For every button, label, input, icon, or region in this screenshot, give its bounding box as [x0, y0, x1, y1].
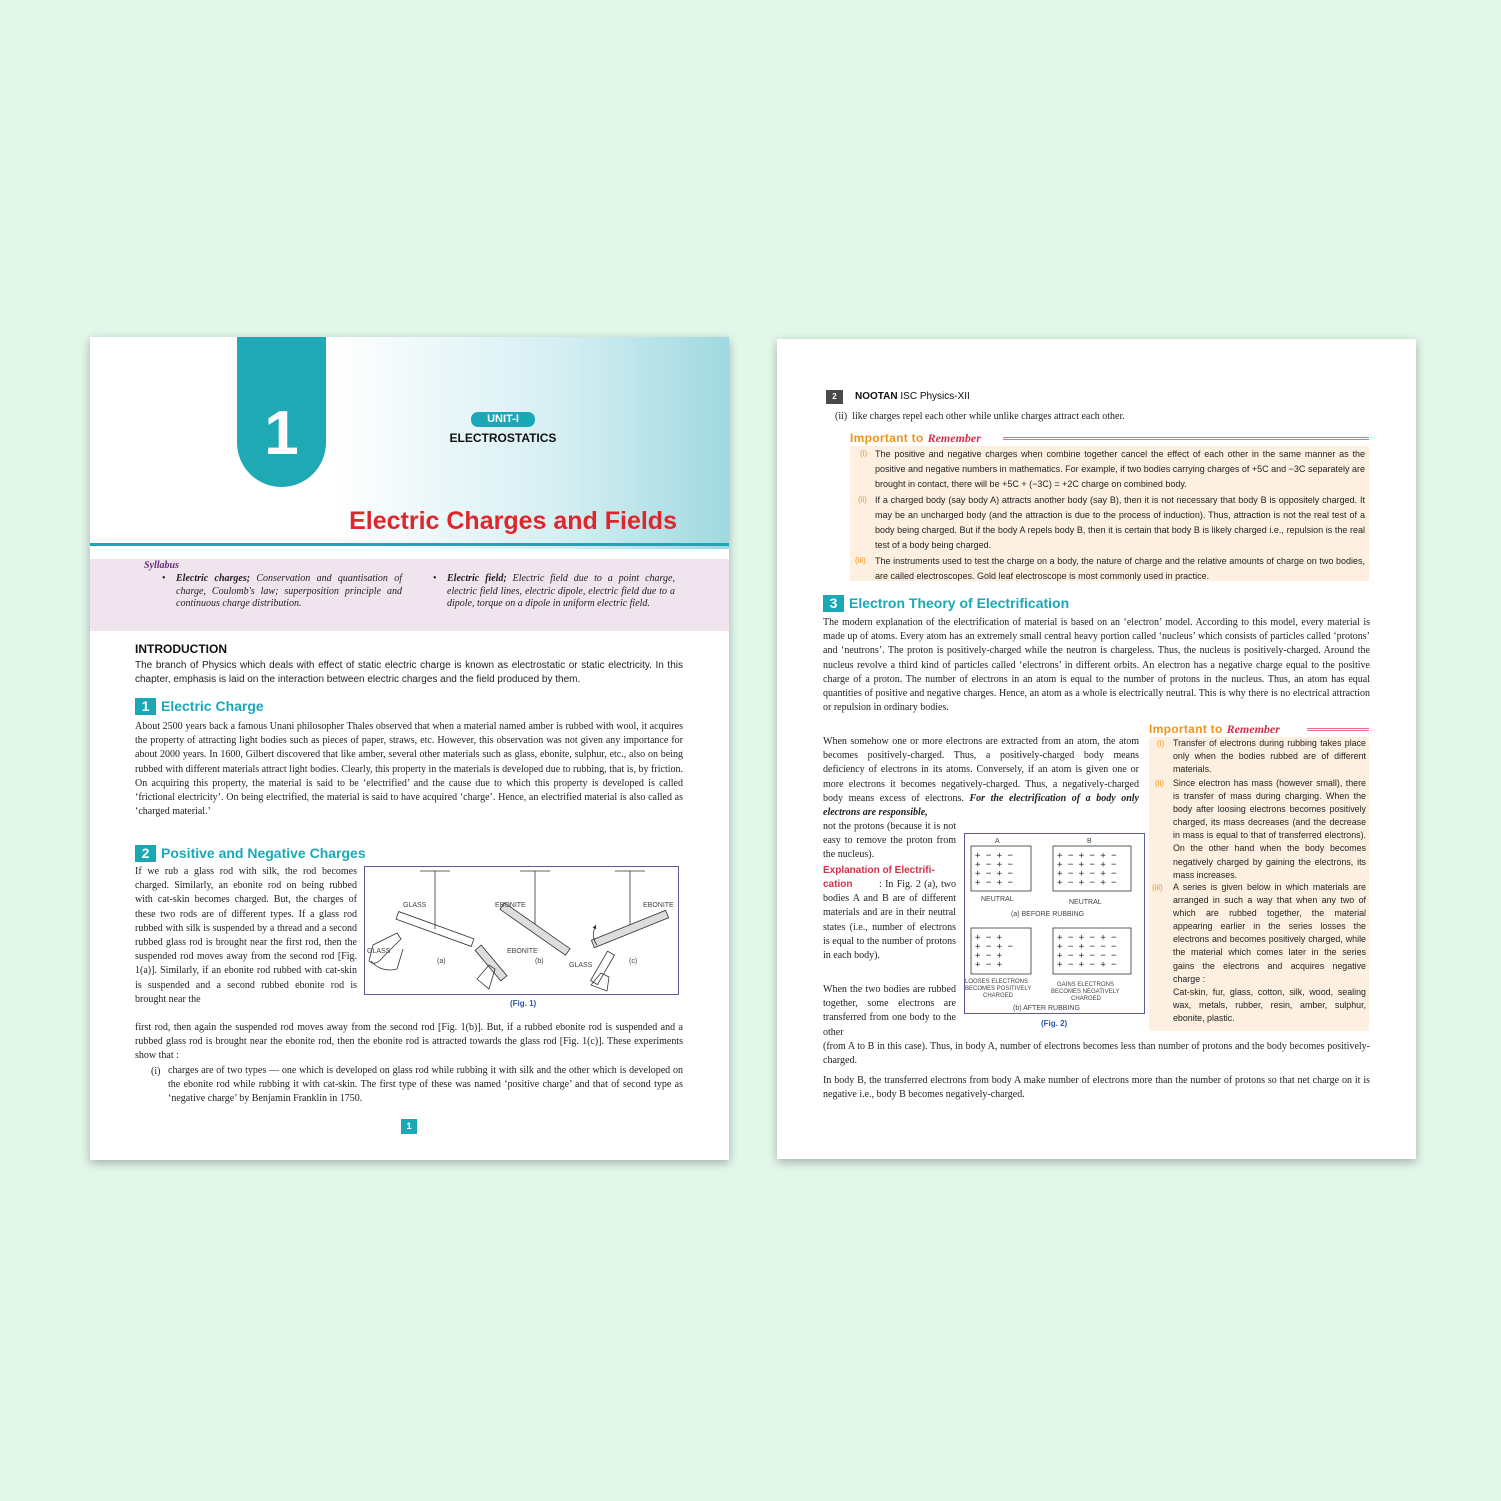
section-2-heading	[135, 845, 366, 862]
chapter-title: Electric Charges and Fields	[349, 507, 677, 535]
svg-text:+ − + − + −: + − + − + −	[1057, 933, 1117, 943]
fig1-label-b: (b)	[535, 958, 544, 965]
remember2-num-1: (i)	[1157, 739, 1165, 748]
figure-1-drawing	[365, 867, 680, 996]
fig1-label-c: (c)	[629, 958, 638, 965]
list-item-number: (i)	[151, 1066, 161, 1077]
section-3-paragraph-mid	[823, 735, 1139, 820]
figure-1	[364, 866, 679, 995]
syllabus-term-b: Electric field;	[447, 573, 507, 584]
svg-text:+ − +: + − +	[975, 951, 1003, 961]
syllabus-term-a: Electric charges;	[176, 573, 251, 584]
section-3-mid-text: When somehow one or more electrons are extracted from an atom, the atom becomes positively-charged. Thus, a positively-charged body means deficiency of electrons in its atoms. Conversely, if an atom is given one or more electrons it becomes negatively-charged. Thus, a negatively-charged body means excess of electrons.	[823, 736, 1139, 804]
svg-text:+ − +: + − +	[975, 933, 1003, 943]
running-subtitle: ISC Physics-XII	[897, 391, 970, 402]
fig2-becomes-neg: BECOMES NEGATIVELY	[1051, 989, 1120, 995]
remember2-text-4: Cat-skin, fur, glass, cotton, silk, wood, sealing wax, metals, rubber, resin, amber, sulphur, ebonite, plastic.	[1173, 987, 1366, 1024]
svg-text:+ − + −: + − + −	[975, 878, 1013, 888]
fig1-label-glass: GLASS	[403, 902, 427, 909]
remember2-num-3: (iii)	[1152, 883, 1163, 892]
intro-heading: INTRODUCTION	[135, 642, 227, 656]
syllabus-heading: Syllabus	[144, 560, 180, 571]
fig1-label-glass-hand: GLASS	[367, 948, 391, 955]
fig1-label-glass-c: GLASS	[569, 962, 593, 969]
section-3-mid-bold: For the electrification of a body only electrons are responsible,	[823, 792, 1139, 819]
svg-text:+ − + −: + − + −	[975, 942, 1013, 952]
svg-text:+ − + − + −: + − + − + −	[1057, 851, 1117, 861]
explanation-heading: Explanation of Electrifi- cation	[823, 865, 935, 891]
remember2-text-3: A series is given below in which materials are arranged in such a way that when any two of which are rubbed together, the material appearing earlier in the series losses the electrons and becomes positively charged, while the material which comes later in the series gains the electrons and acquires negative charge :	[1173, 882, 1366, 984]
fig2-charged-a: CHARGED	[983, 993, 1014, 999]
fig2-charged-b: CHARGED	[1071, 996, 1102, 1002]
remember-label-a: Important to	[850, 431, 924, 445]
fig1-label-ebonite-hand: EBONITE	[507, 948, 538, 955]
rubbed-paragraph: When the two bodies are rubbed together, some electrons are transferred from one body to the other	[823, 984, 956, 1038]
remember-rule-1	[1003, 437, 1369, 440]
remember2-num-2: (ii)	[1155, 779, 1164, 788]
remember1-text-2: If a charged body (say body A) attracts another body (say B), then it is not necessary that body B is oppositely charged. It may be an uncharged body (and the attraction is due to the process of induction). Thus, attraction is not the real test of a body being charged. But if the body A repels body B, then it is certain that body B is likely charged i.e., repulsion is the real test of a body being charged.	[875, 495, 1365, 550]
bullet-icon: •	[162, 573, 166, 584]
remember2-text-2: Since electron has mass (however small), there is transfer of mass during charging. When the body after loosing electrons becomes positively charged, its mass decreases (and the decrease in mass is equal to that of transferred electrons). On the other hand when the body becomes negatively charged by gaining the electrons, its mass increases.	[1173, 778, 1366, 880]
header-rule	[90, 543, 729, 546]
svg-text:+ − + − + −: + − + − + −	[1057, 860, 1117, 870]
remember-label-a-2: Important to	[1149, 722, 1223, 736]
fig1-label-ebonite: EBONITE	[495, 902, 526, 909]
svg-text:+ − + − + −: + − + − + −	[1057, 878, 1117, 888]
bullet-icon: •	[433, 573, 437, 584]
remember1-text-1: The positive and negative charges when combine together cancel the effect of each other in the same manner as the positive and negative numbers in mathematics. For example, if two bodies carrying charges of +5C and −3C separately are brought in contact, there will be +5C + (−3C) = +2C charge on combined body.	[875, 449, 1365, 489]
section-3-paragraph-narrow: not the protons (because it is not easy to remove the proton from the nucleus).	[823, 821, 956, 861]
svg-text:+ − + − + −: + − + − + −	[1057, 960, 1117, 970]
section-3-title: Electron Theory of Electrification	[849, 595, 1070, 611]
list-item-ii-text: like charges repel each other while unlike charges attract each other.	[852, 411, 1125, 422]
explanation-paragraph: : In Fig. 2 (a), two bodies A and B are of different materials and are in their neutral states (i.e., number of electrons is equal to the number of protons in each body).	[823, 879, 956, 962]
section-2-title: Positive and Negative Charges	[161, 845, 366, 861]
chapter-number: 1	[264, 399, 299, 468]
remember1-num-3: (iii)	[855, 556, 866, 565]
remember-rule-2	[1307, 728, 1369, 731]
syllabus-col-b	[447, 573, 675, 611]
fig2-label-b: B	[1087, 838, 1092, 845]
syllabus-box	[90, 559, 729, 631]
syllabus-text-a: Conservation and quantisation of charge, Coulomb's law; superposition principle and continuous charge distribution.	[176, 573, 402, 609]
remember2-text-1: Transfer of electrons during rubbing takes place only when the bodies rubbed are of different materials.	[1173, 738, 1366, 775]
remember-label-b: Remember	[927, 431, 981, 445]
section-1-paragraph: About 2500 years back a famous Unani philosopher Thales observed that when a material named amber is rubbed with wool, it acquires the property of attracting light bodies such as pieces of paper, straws, etc. However, this observation was not given any importance for about 2000 years. In 1600, Gilbert discovered that like amber, several other materials such as glass, ebonite, sulphur, etc., also on being rubbed with different materials attract light bodies. Clearly, this property in the materials is developed due to rubbing, that is, by friction. On acquiring this property, the material is said to be ‘electrified’ and the cause due to which this property is developed is called ‘frictional electricity’. On being electrified, the material is said to have acquired ‘charge’. Hence, an electrified material is also called as ‘charged material.’	[135, 721, 683, 818]
remember-box-1	[850, 446, 1369, 581]
figure-1-caption: (Fig. 1)	[510, 999, 537, 1008]
list-item-text: charges are of two types — one which is developed on glass rod while rubbing it with silk and the other which is developed on the ebonite rod while rubbing it with cat-skin. The first type of these was named ‘positive charge’ and that of second type as ‘negative charge’ by Benjamin Franklin in 1750.	[168, 1065, 683, 1105]
unit-title: ELECTROSTATICS	[449, 431, 557, 445]
svg-text:+ − + − − −: + − + − − −	[1057, 951, 1117, 961]
running-title	[855, 391, 970, 402]
remember-heading-1	[850, 429, 981, 447]
running-page-number: 2	[826, 390, 843, 404]
section-3-number: 3	[823, 595, 844, 612]
syllabus-text-b: Electric field due to a point charge, electric field lines, electric dipole, electric field due to a dipole, torque on a dipole in uniform electric field.	[447, 573, 675, 609]
fig2-label-a: A	[995, 838, 1000, 845]
section-1-heading	[135, 698, 264, 715]
svg-text:+ − + −: + − + −	[975, 851, 1013, 861]
figure-2	[964, 833, 1145, 1014]
fig1-label-a: (a)	[437, 958, 446, 965]
fig2-becomes-pos: BECOMES POSITIVELY	[965, 986, 1032, 992]
fig2-before: (a) BEFORE RUBBING	[1011, 911, 1085, 918]
figure-2-drawing	[965, 834, 1146, 1015]
remember1-text-3: The instruments used to test the charge on a body, the nature of charge and the relative amounts of charge on two bodies, are called electroscopes. Gold leaf electroscope is most commonly used in practice.	[875, 556, 1365, 581]
section-3-paragraph-wide: (from A to B in this case). Thus, in body A, number of electrons becomes less than number of protons and the body becomes positively-charged.	[823, 1041, 1370, 1067]
running-brand: NOOTAN	[855, 391, 898, 402]
fig2-neutral-b: NEUTRAL	[1069, 899, 1102, 906]
fig2-after: (b) AFTER RUBBING	[1013, 1005, 1080, 1012]
svg-text:+ − + −: + − + −	[975, 869, 1013, 879]
section-2-paragraph-wide: first rod, then again the suspended rod moves away from the second rod [Fig. 1(b)]. But, if a rubbed ebonite rod is suspended and a rubbed glass rod is brought near the ebonite rod, then the ebonite rod is attracted towards the glass rod [Fig. 1(c)]. These experiments show that :	[135, 1022, 683, 1062]
remember-heading-2	[1149, 720, 1280, 738]
page-number: 1	[401, 1119, 417, 1134]
remember1-num-2: (ii)	[858, 495, 867, 504]
section-2-number: 2	[135, 845, 156, 862]
left-page	[90, 337, 729, 1160]
remember-box-2	[1149, 737, 1369, 1031]
list-item-ii-number: (ii)	[835, 411, 848, 422]
section-1-title: Electric Charge	[161, 698, 264, 714]
section-3-paragraph: The modern explanation of the electrification of material is based on an ‘electron’ model. According to this model, every material is made up of atoms. Every atom has an extremely small central heavy portion called ‘nucleus’ which consists of particles called ‘protons’ and ‘neutrons’. The proton is positively-charged while the neutron is chargeless. Thus, the nucleus is positively-charged. Around the nucleus revolve a third kind of particles called ‘electrons’ in different orbits. An electron has a negative charge equal to the positive charge of a proton. The number of electrons in an atom is equal to the number of protons in the nucleus. Thus, an atom has equal quantities of positive and negative charges. Hence, an atom as a whole is electrically neutral. This is why there is no electrical attraction or repulsion in ordinary bodies.	[823, 617, 1370, 714]
section-2-paragraph-narrow: If we rub a glass rod with silk, the rod becomes charged. Similarly, an ebonite rod on being rubbed with cat-skin becomes charged. But, the charges of these two rods are of different types. If a glass rod rubbed with silk is suspended by a thread and a second rubbed glass rod is brought near the first rod, then the suspended rod moves away from the second rod [Fig. 1(a)]. Similarly, if an ebonite rod rubbed with cat-skin is suspended and a second rubbed ebonite rod is brought near the	[135, 866, 357, 1005]
fig2-neutral-a: NEUTRAL	[981, 896, 1014, 903]
right-page	[777, 339, 1416, 1159]
fig2-looses: LOOSES ELECTRONS	[965, 979, 1029, 985]
fig2-gains: GAINS ELECTRONS	[1057, 982, 1115, 988]
svg-text:+ − + − − −: + − + − − −	[1057, 942, 1117, 952]
list-item-ii	[835, 411, 1125, 422]
svg-text:+ − +: + − +	[975, 960, 1003, 970]
intro-paragraph: The branch of Physics which deals with effect of static electric charge is known as electrostatic or static electricity. In this chapter, emphasis is laid on the interaction between electric charges and the field produced by them.	[135, 660, 683, 686]
fig1-label-ebonite-c: EBONITE	[643, 902, 674, 909]
section-3-paragraph-last: In body B, the transferred electrons from body A make number of electrons more than the number of protons so that net charge on it is negative i.e., body B becomes negatively-charged.	[823, 1075, 1370, 1101]
figure-2-caption: (Fig. 2)	[1041, 1019, 1068, 1028]
syllabus-col-a	[176, 573, 402, 611]
section-1-number: 1	[135, 698, 156, 715]
section-3-heading	[823, 595, 1069, 612]
chapter-number-tab	[237, 337, 326, 487]
remember-label-b-2: Remember	[1226, 722, 1280, 736]
remember1-num-1: (i)	[860, 449, 868, 458]
svg-text:+ − + − + −: + − + − + −	[1057, 869, 1117, 879]
unit-badge: UNIT-I	[471, 412, 535, 427]
svg-text:+ − + −: + − + −	[975, 860, 1013, 870]
